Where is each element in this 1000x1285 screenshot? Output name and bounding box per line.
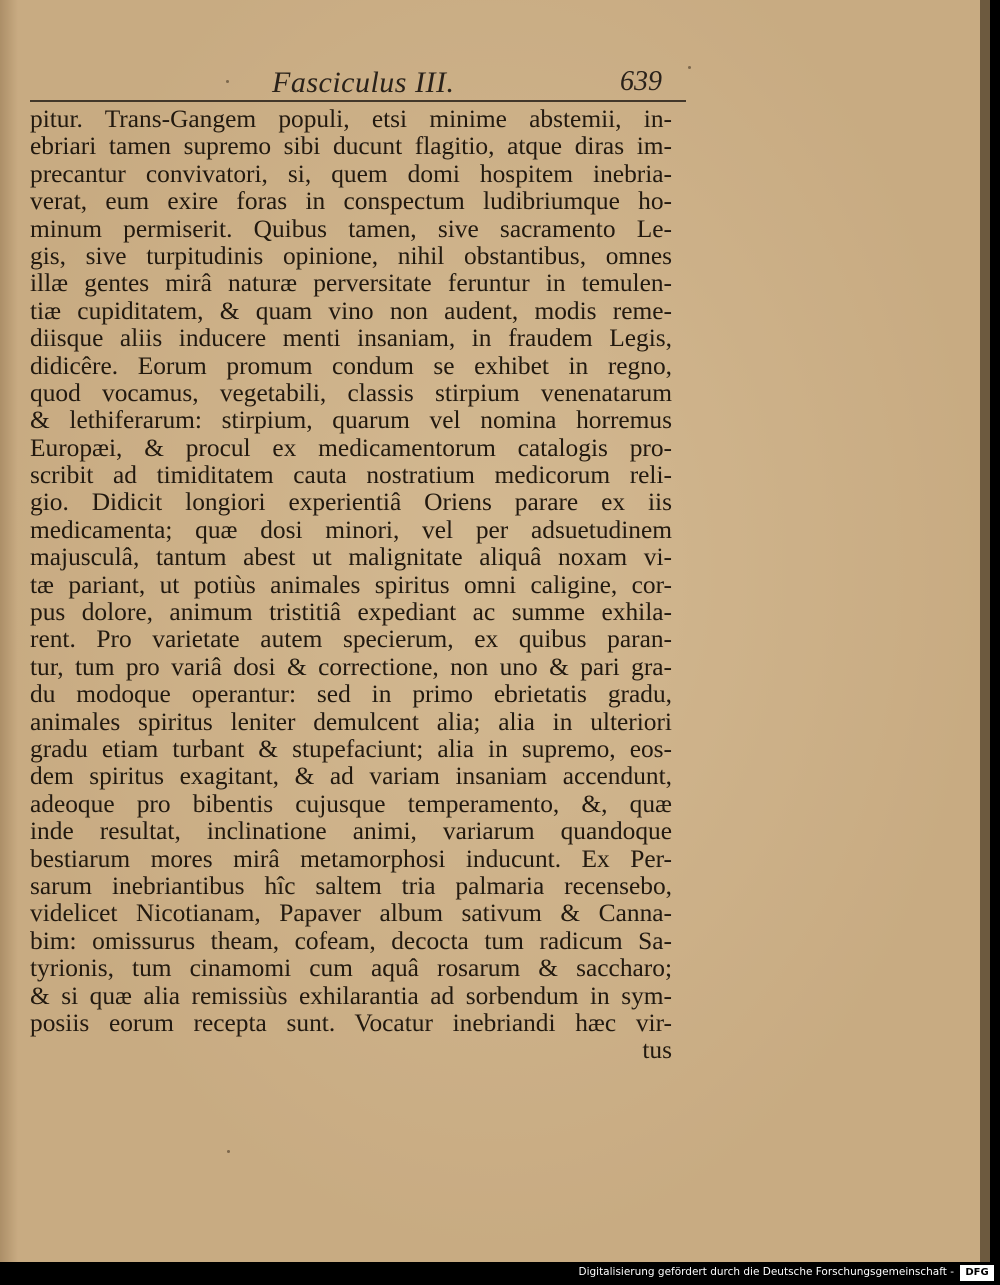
text-line: ebriari tamen supremo sibi ducunt flagitio, atque diras im- bbox=[30, 133, 672, 161]
text-line: scribit ad timiditatem cauta nostratium medicorum reli- bbox=[30, 462, 672, 490]
text-line: & si quæ alia remissiùs exhilarantia ad sorbendum in sym- bbox=[30, 982, 672, 1010]
text-line: tiæ cupiditatem, & quam vino non audent, modis reme- bbox=[30, 297, 672, 325]
text-line: pitur. Trans-Gangem populi, etsi minime abstemii, in- bbox=[30, 106, 672, 133]
text-line: pus dolore, animum tristitiâ expediant ac summe exhila- bbox=[30, 599, 672, 627]
text-line: tæ pariant, ut potiùs animales spiritus omni caligine, cor- bbox=[30, 571, 672, 599]
page-edge bbox=[980, 0, 990, 1262]
text-line: minum permiserit. Quibus tamen, sive sacramento Le- bbox=[30, 215, 672, 243]
header-rule bbox=[30, 100, 686, 102]
text-line: medicamenta; quæ dosi minori, vel per adsuetudinem bbox=[30, 516, 672, 544]
text-line: dem spiritus exagitant, & ad variam insaniam accendunt, bbox=[30, 763, 672, 791]
text-line: Europæi, & procul ex medicamentorum catalogis pro- bbox=[30, 434, 672, 462]
header-title: Fasciculus III. bbox=[272, 66, 455, 99]
text-line: sarum inebriantibus hîc saltem tria palmaria recensebo, bbox=[30, 872, 672, 900]
text-line: gis, sive turpitudinis opinione, nihil obstantibus, omnes bbox=[30, 242, 672, 270]
paper-speck bbox=[226, 80, 229, 83]
text-line: videlicet Nicotianam, Papaver album sativum & Canna- bbox=[30, 900, 672, 928]
text-line: didicêre. Eorum promum condum se exhibet in regno, bbox=[30, 352, 672, 380]
digitization-footer bbox=[0, 1262, 1000, 1285]
text-line: du modoque operantur: sed in primo ebrietatis gradu, bbox=[30, 681, 672, 709]
text-line: precantur convivatori, si, quem domi hospitem inebria- bbox=[30, 160, 672, 188]
text-line: rent. Pro varietate autem specierum, ex quibus paran- bbox=[30, 626, 672, 654]
text-line: animales spiritus leniter demulcent alia; alia in ulteriori bbox=[30, 708, 672, 736]
body-text bbox=[30, 106, 672, 1065]
text-line: quod vocamus, vegetabili, classis stirpium venenatarum bbox=[30, 379, 672, 407]
text-line: gio. Didicit longiori experientiâ Oriens parare ex iis bbox=[30, 489, 672, 517]
text-line: tur, tum pro variâ dosi & correctione, non uno & pari gra- bbox=[30, 653, 672, 681]
text-line: bestiarum mores mirâ metamorphosi inducunt. Ex Per- bbox=[30, 845, 672, 873]
page-number: 639 bbox=[620, 66, 662, 97]
catchword: tus bbox=[642, 1037, 672, 1065]
text-line: adeoque pro bibentis cujusque temperamento, &, quæ bbox=[30, 790, 672, 818]
running-header bbox=[28, 64, 688, 104]
text-line: illæ gentes mirâ naturæ perversitate feruntur in temulen- bbox=[30, 270, 672, 298]
text-line: & lethiferarum: stirpium, quarum vel nomina horremus bbox=[30, 407, 672, 435]
dfg-logo: DFG bbox=[960, 1265, 994, 1281]
paper-speck bbox=[227, 1150, 230, 1153]
paper-speck bbox=[688, 66, 691, 69]
text-line: gradu etiam turbant & stupefaciunt; alia in supremo, eos- bbox=[30, 735, 672, 763]
text-line: diisque aliis inducere menti insaniam, in fraudem Legis, bbox=[30, 325, 672, 353]
text-line: tyrionis, tum cinamomi cum aquâ rosarum & saccharo; bbox=[30, 955, 672, 983]
text-line: posiis eorum recepta sunt. Vocatur inebriandi hæc vir- bbox=[30, 1009, 672, 1037]
text-line: bim: omissurus theam, cofeam, decocta tum radicum Sa- bbox=[30, 927, 672, 955]
footer-credit: Digitalisierung gefördert durch die Deutsche Forschungsgemeinschaft - bbox=[578, 1266, 954, 1278]
text-line: inde resultat, inclinatione animi, variarum quandoque bbox=[30, 818, 672, 846]
text-line: verat, eum exire foras in conspectum ludibriumque ho- bbox=[30, 188, 672, 216]
text-line: majusculâ, tantum abest ut malignitate aliquâ noxam vi- bbox=[30, 544, 672, 572]
